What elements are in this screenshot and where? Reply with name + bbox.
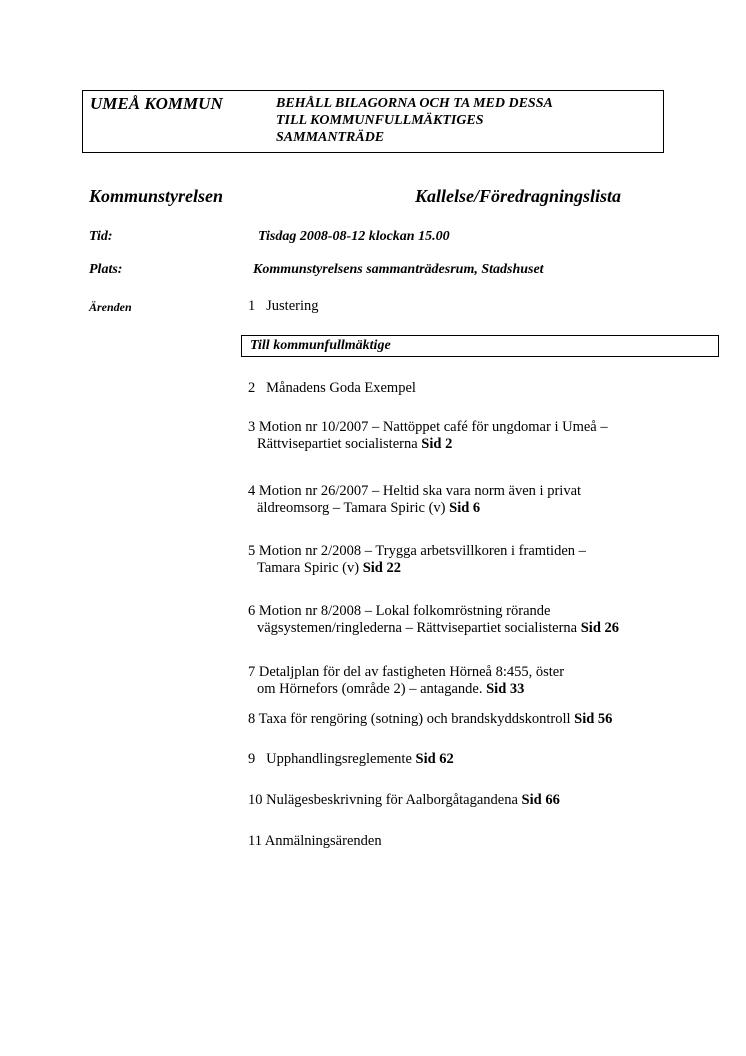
attachments-notice — [276, 95, 553, 146]
page-ref: Sid 56 — [574, 711, 613, 727]
item-text: Motion nr 8/2008 – Lokal folkomröstning rörande — [258, 603, 551, 619]
item-number: 8 — [248, 711, 256, 727]
place-label: Plats: — [89, 262, 123, 277]
item-text: Detaljplan för del av fastigheten Hörneå 8:455, öster — [258, 664, 565, 680]
header-box — [82, 90, 664, 153]
agenda-item — [248, 664, 564, 698]
item-text: Taxa för rengöring (sotning) och brandskyddskontroll — [258, 711, 571, 727]
page-ref: Sid 26 — [580, 620, 620, 636]
item-text-cont: äldreomsorg – Tamara Spiric (v) — [257, 500, 446, 516]
notice-line: BEHÅLL BILAGORNA OCH TA MED DESSA — [276, 96, 553, 111]
agenda-item — [248, 833, 382, 850]
item-text: Justering — [266, 298, 319, 314]
agenda-item — [248, 792, 560, 809]
page-ref: Sid 66 — [521, 792, 560, 808]
item-text: Upphandlingsreglemente — [266, 751, 412, 767]
item-text: Månadens Goda Exempel — [266, 380, 416, 396]
item-text-cont: Tamara Spiric (v) — [257, 560, 360, 576]
item-number: 2 — [248, 380, 256, 396]
agenda-item — [248, 483, 581, 517]
agenda-item — [248, 751, 454, 768]
section-title: Till kommunfullmäktige — [250, 338, 391, 353]
agenda-item — [248, 298, 318, 315]
item-number: 11 — [248, 833, 262, 849]
page-ref: Sid 62 — [415, 751, 454, 767]
notice-line: TILL KOMMUNFULLMÄKTIGES — [276, 113, 484, 128]
page-ref: Sid 6 — [449, 500, 481, 516]
time-label: Tid: — [89, 229, 113, 244]
item-number: 1 — [248, 298, 256, 314]
agenda-item — [248, 419, 608, 453]
items-label: Ärenden — [89, 300, 132, 314]
item-number: 3 — [248, 419, 256, 435]
page-ref: Sid 33 — [486, 681, 525, 697]
agenda-item — [248, 380, 416, 397]
item-text-cont: vägsystemen/ringlederna – Rättvisepartiet socialisterna — [257, 620, 578, 636]
item-number: 4 — [248, 483, 256, 499]
page-ref: Sid 22 — [362, 560, 401, 576]
agenda-item — [248, 603, 619, 637]
notice-line: SAMMANTRÄDE — [276, 130, 385, 145]
agenda-item — [248, 543, 586, 577]
item-number: 7 — [248, 664, 256, 680]
item-text: Motion nr 2/2008 – Trygga arbetsvillkoren i framtiden – — [258, 543, 586, 559]
item-text: Motion nr 10/2007 – Nattöppet café för ungdomar i Umeå – — [258, 419, 608, 435]
page-ref: Sid 2 — [421, 436, 453, 452]
item-number: 6 — [248, 603, 256, 619]
board-name: Kommunstyrelsen — [89, 186, 224, 206]
municipality-name: UMEÅ KOMMUN — [90, 94, 223, 113]
item-text-cont: Rättvisepartiet socialisterna — [257, 436, 418, 452]
item-number: 10 — [248, 792, 263, 808]
time-value: Tisdag 2008-08-12 klockan 15.00 — [258, 229, 450, 244]
document-type: Kallelse/Föredragningslista — [415, 186, 622, 206]
item-text: Nulägesbeskrivning för Aalborgåtagandena — [266, 792, 518, 808]
section-heading-box — [241, 335, 719, 357]
item-text: Anmälningsärenden — [264, 833, 382, 849]
agenda-item — [248, 711, 612, 728]
place-value: Kommunstyrelsens sammanträdesrum, Stadshuset — [253, 262, 544, 277]
item-number: 5 — [248, 543, 256, 559]
item-text-cont: om Hörnefors (område 2) – antagande. — [257, 681, 483, 697]
item-number: 9 — [248, 751, 256, 767]
item-text: Motion nr 26/2007 – Heltid ska vara norm även i privat — [258, 483, 582, 499]
